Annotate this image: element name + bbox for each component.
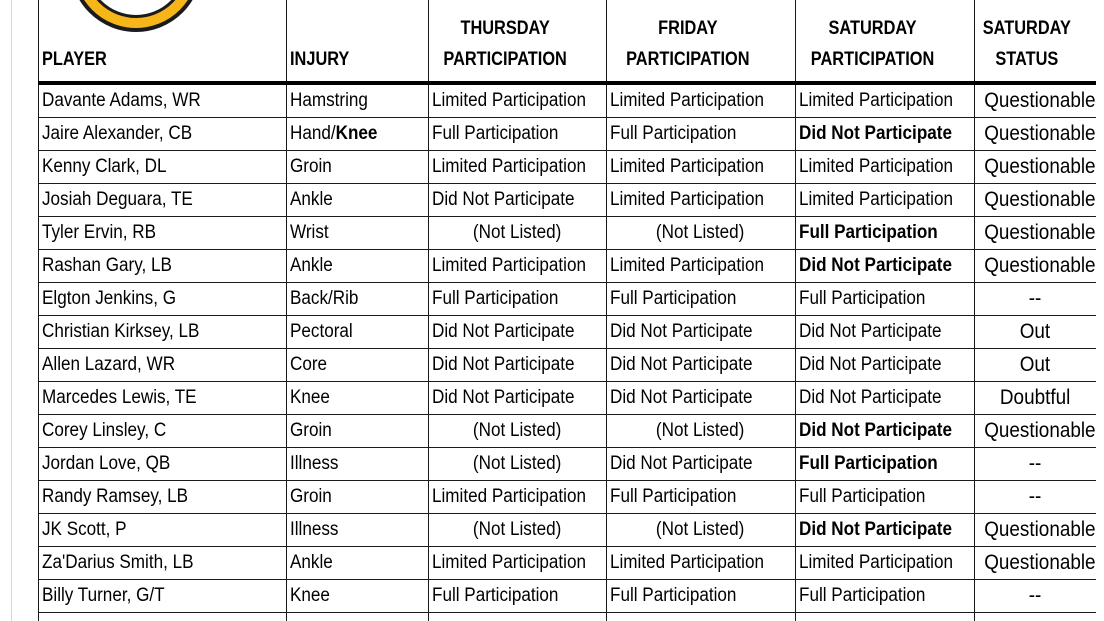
friday-participation: Full Participation bbox=[610, 585, 737, 606]
thursday-participation: (Not Listed) bbox=[472, 420, 562, 441]
status-cell bbox=[975, 316, 1096, 349]
injury-text: Groin bbox=[290, 156, 332, 177]
thursday-participation: Limited Participation bbox=[432, 90, 586, 111]
saturday-cell bbox=[796, 316, 975, 349]
friday-participation: Limited Participation bbox=[610, 189, 764, 210]
player-cell bbox=[39, 547, 287, 580]
player-name: Marcedes Lewis, TE bbox=[42, 387, 197, 408]
status-cell bbox=[975, 118, 1096, 151]
player-name: Randy Ramsey, LB bbox=[42, 486, 189, 507]
player-cell bbox=[39, 250, 287, 283]
status-cell bbox=[975, 217, 1096, 250]
table-row bbox=[39, 217, 1096, 250]
saturday-cell bbox=[796, 83, 975, 118]
injury-text: Knee bbox=[290, 387, 330, 408]
saturday-status: Out bbox=[1019, 353, 1050, 376]
injury-cell bbox=[287, 83, 429, 118]
saturday-participation: Did Not Participate bbox=[799, 519, 952, 540]
saturday-status: Questionable bbox=[984, 188, 1096, 211]
saturday-cell bbox=[796, 382, 975, 415]
friday-participation: Limited Participation bbox=[610, 552, 764, 573]
saturday-status: Questionable bbox=[984, 419, 1096, 442]
saturday-participation: Did Not Participate bbox=[799, 123, 952, 144]
thursday-cell bbox=[429, 250, 607, 283]
saturday-status: Out bbox=[1019, 320, 1050, 343]
player-name: Corey Linsley, C bbox=[42, 420, 167, 441]
header-thursday: THURSDAY PARTICIPATION bbox=[429, 0, 582, 83]
saturday-status: Doubtful bbox=[999, 386, 1070, 409]
status-cell bbox=[975, 184, 1096, 217]
saturday-status: -- bbox=[1028, 584, 1042, 607]
thursday-cell bbox=[429, 382, 607, 415]
saturday-status: -- bbox=[1028, 287, 1042, 310]
saturday-cell bbox=[796, 217, 975, 250]
injury-cell bbox=[287, 283, 429, 316]
status-cell bbox=[975, 415, 1096, 448]
player-name: Allen Lazard, WR bbox=[42, 354, 176, 375]
saturday-participation: Did Not Participate bbox=[799, 420, 952, 441]
thursday-cell bbox=[429, 316, 607, 349]
thursday-participation: Full Participation bbox=[432, 585, 559, 606]
thursday-participation: Limited Participation bbox=[432, 255, 586, 276]
injury-cell bbox=[287, 217, 429, 250]
injury-text: Ankle bbox=[290, 552, 333, 573]
thursday-cell bbox=[429, 514, 607, 547]
thursday-cell bbox=[429, 448, 607, 481]
friday-cell bbox=[607, 349, 796, 382]
injury-text: Ankle bbox=[290, 255, 333, 276]
thursday-cell bbox=[429, 580, 607, 613]
saturday-participation: Did Not Participate bbox=[799, 321, 942, 342]
injury-cell bbox=[287, 118, 429, 151]
saturday-participation: Did Not Participate bbox=[799, 387, 942, 408]
saturday-status: Questionable bbox=[984, 254, 1096, 277]
saturday-status: -- bbox=[1028, 452, 1042, 475]
thursday-cell bbox=[429, 415, 607, 448]
table-row bbox=[39, 415, 1096, 448]
friday-participation: Limited Participation bbox=[610, 156, 764, 177]
thursday-cell bbox=[429, 217, 607, 250]
player-cell bbox=[39, 349, 287, 382]
table-row-partial bbox=[39, 613, 1096, 621]
injury-cell bbox=[287, 448, 429, 481]
table-row bbox=[39, 316, 1096, 349]
friday-participation: Limited Participation bbox=[610, 255, 764, 276]
player-cell bbox=[39, 83, 287, 118]
friday-participation: Did Not Participate bbox=[610, 321, 753, 342]
table-row bbox=[39, 382, 1096, 415]
injury-text: Groin bbox=[290, 486, 332, 507]
saturday-cell bbox=[796, 580, 975, 613]
saturday-cell bbox=[796, 349, 975, 382]
friday-cell bbox=[607, 316, 796, 349]
empty-cell bbox=[975, 613, 1096, 621]
saturday-status: Questionable bbox=[984, 518, 1096, 541]
friday-cell bbox=[607, 514, 796, 547]
injury-text-bold: Knee bbox=[335, 123, 378, 144]
table-row bbox=[39, 481, 1096, 514]
status-cell bbox=[975, 382, 1096, 415]
saturday-status: Questionable bbox=[984, 89, 1096, 112]
table-header-row bbox=[39, 0, 1096, 83]
injury-cell bbox=[287, 250, 429, 283]
empty-cell bbox=[287, 613, 429, 621]
friday-cell bbox=[607, 283, 796, 316]
friday-participation: Full Participation bbox=[610, 123, 737, 144]
player-cell bbox=[39, 514, 287, 547]
header-saturday-status: SATURDAY STATUS bbox=[975, 0, 1079, 83]
player-cell bbox=[39, 580, 287, 613]
injury-cell bbox=[287, 316, 429, 349]
injury-text: Hamstring bbox=[290, 90, 368, 111]
saturday-participation: Limited Participation bbox=[799, 90, 953, 111]
thursday-participation: (Not Listed) bbox=[472, 519, 562, 540]
injury-text: Groin bbox=[290, 420, 332, 441]
player-cell bbox=[39, 151, 287, 184]
saturday-cell bbox=[796, 118, 975, 151]
table-row bbox=[39, 250, 1096, 283]
player-name: Christian Kirksey, LB bbox=[42, 321, 200, 342]
friday-cell bbox=[607, 184, 796, 217]
saturday-cell bbox=[796, 448, 975, 481]
injury-cell bbox=[287, 481, 429, 514]
player-cell bbox=[39, 382, 287, 415]
thursday-cell bbox=[429, 283, 607, 316]
saturday-participation: Full Participation bbox=[799, 453, 938, 474]
friday-cell bbox=[607, 481, 796, 514]
table-row bbox=[39, 349, 1096, 382]
thursday-cell bbox=[429, 481, 607, 514]
thursday-participation: Did Not Participate bbox=[432, 387, 575, 408]
player-name: JK Scott, P bbox=[42, 519, 127, 540]
player-name: Tyler Ervin, RB bbox=[42, 222, 157, 243]
status-cell bbox=[975, 448, 1096, 481]
saturday-status: Questionable bbox=[984, 221, 1096, 244]
header-injury: INJURY bbox=[287, 0, 409, 83]
friday-participation: Limited Participation bbox=[610, 90, 764, 111]
friday-cell bbox=[607, 217, 796, 250]
thursday-participation: Did Not Participate bbox=[432, 321, 575, 342]
status-cell bbox=[975, 514, 1096, 547]
table-row bbox=[39, 283, 1096, 316]
saturday-participation: Full Participation bbox=[799, 585, 926, 606]
injury-cell bbox=[287, 184, 429, 217]
empty-cell bbox=[39, 613, 287, 621]
saturday-cell bbox=[796, 547, 975, 580]
saturday-participation: Did Not Participate bbox=[799, 354, 942, 375]
friday-participation: Full Participation bbox=[610, 486, 737, 507]
saturday-status: -- bbox=[1028, 485, 1042, 508]
player-cell bbox=[39, 118, 287, 151]
friday-cell bbox=[607, 580, 796, 613]
injury-text: Illness bbox=[290, 453, 339, 474]
thursday-cell bbox=[429, 151, 607, 184]
status-cell bbox=[975, 547, 1096, 580]
friday-participation: (Not Listed) bbox=[656, 420, 745, 441]
saturday-cell bbox=[796, 151, 975, 184]
player-cell bbox=[39, 283, 287, 316]
friday-cell bbox=[607, 415, 796, 448]
table-row bbox=[39, 83, 1096, 118]
page-edge-divider bbox=[11, 0, 12, 621]
player-name: Davante Adams, WR bbox=[42, 90, 201, 111]
injury-text: Hand/ bbox=[290, 123, 336, 144]
saturday-cell bbox=[796, 184, 975, 217]
player-cell bbox=[39, 481, 287, 514]
injury-cell bbox=[287, 514, 429, 547]
saturday-cell bbox=[796, 250, 975, 283]
saturday-status: Questionable bbox=[984, 122, 1096, 145]
thursday-participation: (Not Listed) bbox=[472, 222, 562, 243]
injury-text: Pectoral bbox=[290, 321, 353, 342]
saturday-cell bbox=[796, 283, 975, 316]
friday-cell bbox=[607, 118, 796, 151]
player-cell bbox=[39, 217, 287, 250]
injury-cell bbox=[287, 547, 429, 580]
status-cell bbox=[975, 349, 1096, 382]
injury-cell bbox=[287, 382, 429, 415]
thursday-participation: Full Participation bbox=[432, 123, 559, 144]
friday-cell bbox=[607, 151, 796, 184]
player-cell bbox=[39, 415, 287, 448]
status-cell bbox=[975, 83, 1096, 118]
thursday-cell bbox=[429, 118, 607, 151]
table-row bbox=[39, 514, 1096, 547]
player-name: Josiah Deguara, TE bbox=[42, 189, 193, 210]
player-name: Billy Turner, G/T bbox=[42, 585, 165, 606]
player-name: Za'Darius Smith, LB bbox=[42, 552, 194, 573]
player-cell bbox=[39, 316, 287, 349]
player-cell bbox=[39, 448, 287, 481]
player-name: Elgton Jenkins, G bbox=[42, 288, 177, 309]
player-name: Rashan Gary, LB bbox=[42, 255, 172, 276]
friday-cell bbox=[607, 83, 796, 118]
status-cell bbox=[975, 481, 1096, 514]
table-row bbox=[39, 151, 1096, 184]
saturday-participation: Full Participation bbox=[799, 222, 938, 243]
table-row bbox=[39, 118, 1096, 151]
injury-text: Core bbox=[290, 354, 328, 375]
saturday-cell bbox=[796, 514, 975, 547]
friday-cell bbox=[607, 250, 796, 283]
thursday-participation: Full Participation bbox=[432, 288, 559, 309]
header-friday: FRIDAY PARTICIPATION bbox=[607, 0, 770, 83]
injury-text: Back/Rib bbox=[290, 288, 359, 309]
injury-cell bbox=[287, 415, 429, 448]
friday-participation: (Not Listed) bbox=[656, 222, 745, 243]
friday-participation: Did Not Participate bbox=[610, 453, 753, 474]
injury-text: Wrist bbox=[290, 222, 329, 243]
saturday-participation: Full Participation bbox=[799, 486, 926, 507]
friday-participation: Did Not Participate bbox=[610, 387, 753, 408]
thursday-cell bbox=[429, 349, 607, 382]
status-cell bbox=[975, 250, 1096, 283]
injury-cell bbox=[287, 151, 429, 184]
thursday-participation: (Not Listed) bbox=[472, 453, 562, 474]
injury-cell bbox=[287, 580, 429, 613]
header-player: PLAYER bbox=[39, 0, 252, 83]
friday-participation: (Not Listed) bbox=[656, 519, 745, 540]
thursday-participation: Limited Participation bbox=[432, 552, 586, 573]
saturday-status: Questionable bbox=[984, 155, 1096, 178]
injury-text: Ankle bbox=[290, 189, 333, 210]
friday-cell bbox=[607, 448, 796, 481]
empty-cell bbox=[429, 613, 607, 621]
thursday-cell bbox=[429, 184, 607, 217]
thursday-participation: Limited Participation bbox=[432, 156, 586, 177]
friday-participation: Full Participation bbox=[610, 288, 737, 309]
table-row bbox=[39, 448, 1096, 481]
saturday-participation: Limited Participation bbox=[799, 156, 953, 177]
empty-cell bbox=[796, 613, 975, 621]
injury-text: Knee bbox=[290, 585, 330, 606]
saturday-cell bbox=[796, 481, 975, 514]
status-cell bbox=[975, 580, 1096, 613]
thursday-cell bbox=[429, 547, 607, 580]
saturday-participation: Limited Participation bbox=[799, 189, 953, 210]
friday-participation: Did Not Participate bbox=[610, 354, 753, 375]
thursday-cell bbox=[429, 83, 607, 118]
player-name: Jordan Love, QB bbox=[42, 453, 171, 474]
player-cell bbox=[39, 184, 287, 217]
player-name: Jaire Alexander, CB bbox=[42, 123, 193, 144]
injury-cell bbox=[287, 349, 429, 382]
thursday-participation: Limited Participation bbox=[432, 486, 586, 507]
header-saturday: SATURDAY PARTICIPATION bbox=[796, 0, 950, 83]
table-row bbox=[39, 580, 1096, 613]
saturday-status: Questionable bbox=[984, 551, 1096, 574]
empty-cell bbox=[607, 613, 796, 621]
saturday-cell bbox=[796, 415, 975, 448]
table-row bbox=[39, 184, 1096, 217]
thursday-participation: Did Not Participate bbox=[432, 354, 575, 375]
table-body bbox=[39, 83, 1096, 621]
player-name: Kenny Clark, DL bbox=[42, 156, 167, 177]
friday-cell bbox=[607, 547, 796, 580]
injury-text: Illness bbox=[290, 519, 339, 540]
saturday-participation: Limited Participation bbox=[799, 552, 953, 573]
saturday-participation: Full Participation bbox=[799, 288, 926, 309]
status-cell bbox=[975, 283, 1096, 316]
saturday-participation: Did Not Participate bbox=[799, 255, 952, 276]
thursday-participation: Did Not Participate bbox=[432, 189, 575, 210]
status-cell bbox=[975, 151, 1096, 184]
table-row bbox=[39, 547, 1096, 580]
friday-cell bbox=[607, 382, 796, 415]
injury-report-table bbox=[38, 0, 1096, 621]
